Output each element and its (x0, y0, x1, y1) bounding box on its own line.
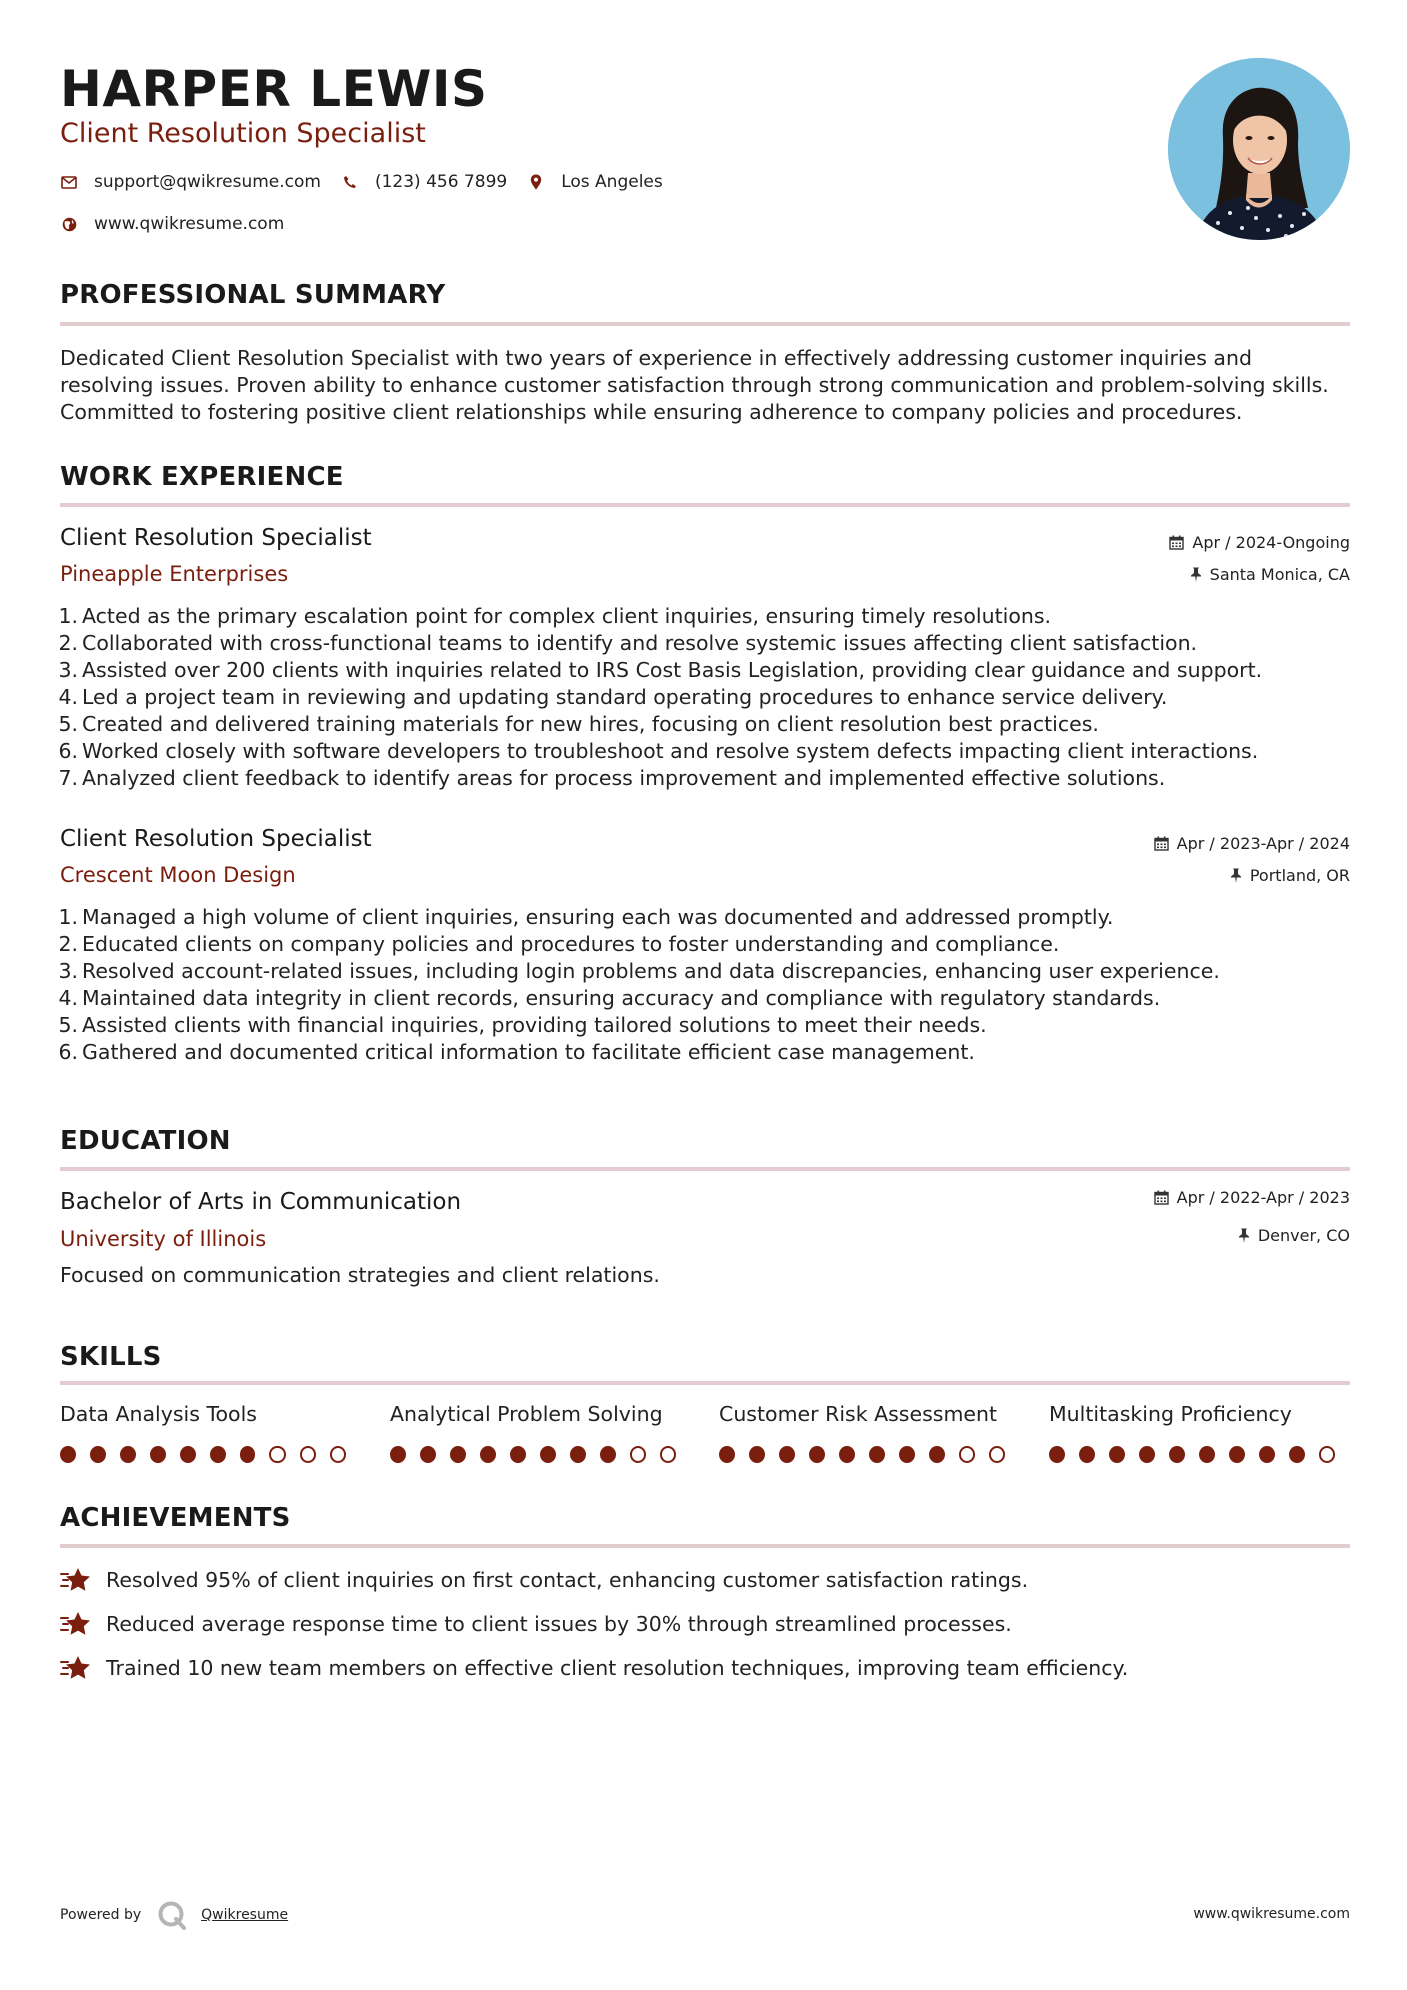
skill-rating (60, 1446, 360, 1463)
education-dates-text: Apr / 2022-Apr / 2023 (1176, 1188, 1350, 1207)
job-location (1190, 565, 1350, 584)
job-title: Client Resolution Specialist (60, 525, 372, 551)
rating-dot-filled (1199, 1446, 1215, 1463)
rating-dot-filled (480, 1446, 496, 1463)
education-location (1238, 1226, 1350, 1245)
rating-dot-filled (1139, 1446, 1155, 1463)
rating-dot-empty (330, 1446, 346, 1463)
list-item: 4. Maintained data integrity in client records, ensuring accuracy and compliance with regulatory standards. (58, 986, 1161, 1010)
achievement-item (60, 1654, 1128, 1682)
rating-dot-filled (869, 1446, 885, 1463)
section-divider (60, 322, 1350, 326)
email-text[interactable]: support@qwikresume.com (94, 172, 321, 192)
star-achievement-icon (60, 1654, 92, 1682)
rating-dot-filled (240, 1446, 256, 1463)
star-achievement-icon (60, 1610, 92, 1638)
rating-dot-filled (120, 1446, 136, 1463)
rating-dot-filled (90, 1446, 106, 1463)
job-location (1230, 866, 1350, 885)
contact-row (60, 172, 683, 192)
calendar-icon (1169, 535, 1184, 550)
rating-dot-filled (570, 1446, 586, 1463)
rating-dot-empty (989, 1446, 1005, 1463)
achievement-item (60, 1610, 1012, 1638)
skill-item (719, 1402, 1019, 1463)
list-item: 4. Led a project team in reviewing and updating standard operating procedures to enhance service delivery. (58, 685, 1168, 709)
pushpin-icon (1238, 1228, 1250, 1243)
company-name: Pineapple Enterprises (60, 562, 289, 586)
rating-dot-filled (1109, 1446, 1125, 1463)
rating-dot-filled (540, 1446, 556, 1463)
rating-dot-filled (420, 1446, 436, 1463)
achievement-item (60, 1566, 1028, 1594)
achievement-text: Reduced average response time to client issues by 30% through streamlined processes. (106, 1612, 1012, 1636)
star-achievement-icon (60, 1566, 92, 1594)
skills-heading: SKILLS (60, 1342, 162, 1372)
list-item: 5. Assisted clients with financial inquiries, providing tailored solutions to meet their needs. (58, 1013, 987, 1037)
list-item: 2. Educated clients on company policies and procedures to foster understanding and compliance. (58, 932, 1060, 956)
rating-dot-filled (1289, 1446, 1305, 1463)
job-dates (1169, 533, 1350, 552)
rating-dot-filled (749, 1446, 765, 1463)
section-divider (60, 1381, 1350, 1385)
education-heading: EDUCATION (60, 1126, 231, 1156)
rating-dot-filled (1169, 1446, 1185, 1463)
job-location-text: Portland, OR (1249, 866, 1350, 885)
list-item: 7. Analyzed client feedback to identify areas for process improvement and implemented effective solutions. (58, 766, 1166, 790)
section-divider (60, 1167, 1350, 1171)
location-pin-icon (527, 173, 545, 191)
rating-dot-filled (1229, 1446, 1245, 1463)
rating-dot-empty (630, 1446, 646, 1463)
rating-dot-filled (809, 1446, 825, 1463)
job-dates (1154, 834, 1350, 853)
rating-dot-filled (510, 1446, 526, 1463)
rating-dot-filled (180, 1446, 196, 1463)
rating-dot-filled (1049, 1446, 1065, 1463)
email-icon (60, 173, 78, 191)
list-item: 6. Worked closely with software developers to troubleshoot and resolve system defects impacting client interactions. (58, 739, 1259, 763)
rating-dot-filled (719, 1446, 735, 1463)
section-divider (60, 503, 1350, 507)
job-title: Client Resolution Specialist (60, 826, 372, 852)
footer-website[interactable]: www.qwikresume.com (1193, 1906, 1350, 1922)
powered-by-label: Powered by (60, 1907, 142, 1923)
list-item: 3. Resolved account-related issues, including login problems and data discrepancies, enhancing user experience. (58, 959, 1220, 983)
rating-dot-filled (60, 1446, 76, 1463)
phone-text: (123) 456 7899 (374, 172, 508, 192)
job-bullet-list (52, 904, 1352, 1066)
job-dates-text: Apr / 2024-Ongoing (1192, 533, 1350, 552)
skill-name: Analytical Problem Solving (390, 1402, 663, 1426)
pushpin-icon (1230, 868, 1242, 883)
education-location-text: Denver, CO (1257, 1226, 1350, 1245)
website-row (60, 214, 304, 234)
list-item: 1. Managed a high volume of client inquiries, ensuring each was documented and addressed promptly. (58, 905, 1114, 929)
rating-dot-filled (150, 1446, 166, 1463)
rating-dot-empty (660, 1446, 676, 1463)
achievement-text: Resolved 95% of client inquiries on first contact, enhancing customer satisfaction ratings. (106, 1568, 1029, 1592)
section-divider (60, 1544, 1350, 1548)
list-item: 3. Assisted over 200 clients with inquiries related to IRS Cost Basis Legislation, providing clear guidance and support. (58, 658, 1263, 682)
school-name: University of Illinois (60, 1227, 267, 1251)
website-text[interactable]: www.qwikresume.com (94, 214, 285, 234)
rating-dot-filled (450, 1446, 466, 1463)
job-dates-text: Apr / 2023-Apr / 2024 (1176, 834, 1350, 853)
rating-dot-filled (600, 1446, 616, 1463)
rating-dot-filled (210, 1446, 226, 1463)
rating-dot-empty (1319, 1446, 1335, 1463)
achievement-text: Trained 10 new team members on effective client resolution techniques, improving team efficiency. (106, 1656, 1129, 1680)
calendar-icon (1154, 836, 1169, 851)
summary-text: Dedicated Client Resolution Specialist with two years of experience in effectively addressing customer inquiries and resolving issues. Proven ability to enhance customer satisfaction through strong communication and problem-solving skills. Committed to fostering positive client relationships while ensuring adherence to company policies and procedures. (60, 346, 1329, 424)
skill-rating (719, 1446, 1019, 1463)
globe-icon (60, 215, 78, 233)
rating-dot-filled (390, 1446, 406, 1463)
rating-dot-empty (300, 1446, 316, 1463)
company-name: Crescent Moon Design (60, 863, 296, 887)
job-location-text: Santa Monica, CA (1209, 565, 1350, 584)
skill-item (390, 1402, 690, 1463)
summary-heading: PROFESSIONAL SUMMARY (60, 280, 446, 310)
candidate-name: HARPER LEWIS (60, 60, 488, 118)
footer-powered-by (60, 1900, 288, 1930)
qwikresume-link[interactable]: Qwikresume (201, 1907, 289, 1923)
list-item: 2. Collaborated with cross-functional teams to identify and resolve systemic issues affecting client satisfaction. (58, 631, 1198, 655)
education-dates (1154, 1188, 1350, 1207)
achievements-heading: ACHIEVEMENTS (60, 1503, 291, 1533)
calendar-icon (1154, 1190, 1169, 1205)
list-item: 1. Acted as the primary escalation point for complex client inquiries, ensuring timely resolutions. (58, 604, 1052, 628)
skill-item (60, 1402, 360, 1463)
degree-title: Bachelor of Arts in Communication (60, 1189, 462, 1215)
rating-dot-filled (899, 1446, 915, 1463)
skill-rating (390, 1446, 690, 1463)
candidate-role: Client Resolution Specialist (60, 118, 426, 149)
education-description: Focused on communication strategies and client relations. (60, 1263, 660, 1287)
rating-dot-filled (779, 1446, 795, 1463)
rating-dot-filled (929, 1446, 945, 1463)
skill-name: Data Analysis Tools (60, 1402, 257, 1426)
list-item: 6. Gathered and documented critical information to facilitate efficient case management. (58, 1040, 975, 1064)
skill-rating (1049, 1446, 1349, 1463)
profile-photo (1168, 58, 1350, 240)
job-bullet-list (52, 603, 1352, 792)
rating-dot-empty (269, 1446, 285, 1463)
skill-item (1049, 1402, 1349, 1463)
pushpin-icon (1190, 567, 1202, 582)
experience-heading: WORK EXPERIENCE (60, 462, 344, 492)
list-item: 5. Created and delivered training materials for new hires, focusing on client resolution best practices. (58, 712, 1099, 736)
rating-dot-filled (839, 1446, 855, 1463)
skill-name: Customer Risk Assessment (719, 1402, 998, 1426)
rating-dot-empty (959, 1446, 975, 1463)
skill-name: Multitasking Proficiency (1049, 1402, 1292, 1426)
qwikresume-logo-icon (157, 1900, 187, 1930)
rating-dot-filled (1079, 1446, 1095, 1463)
rating-dot-filled (1259, 1446, 1275, 1463)
location-text: Los Angeles (561, 172, 663, 192)
phone-icon (341, 173, 359, 191)
